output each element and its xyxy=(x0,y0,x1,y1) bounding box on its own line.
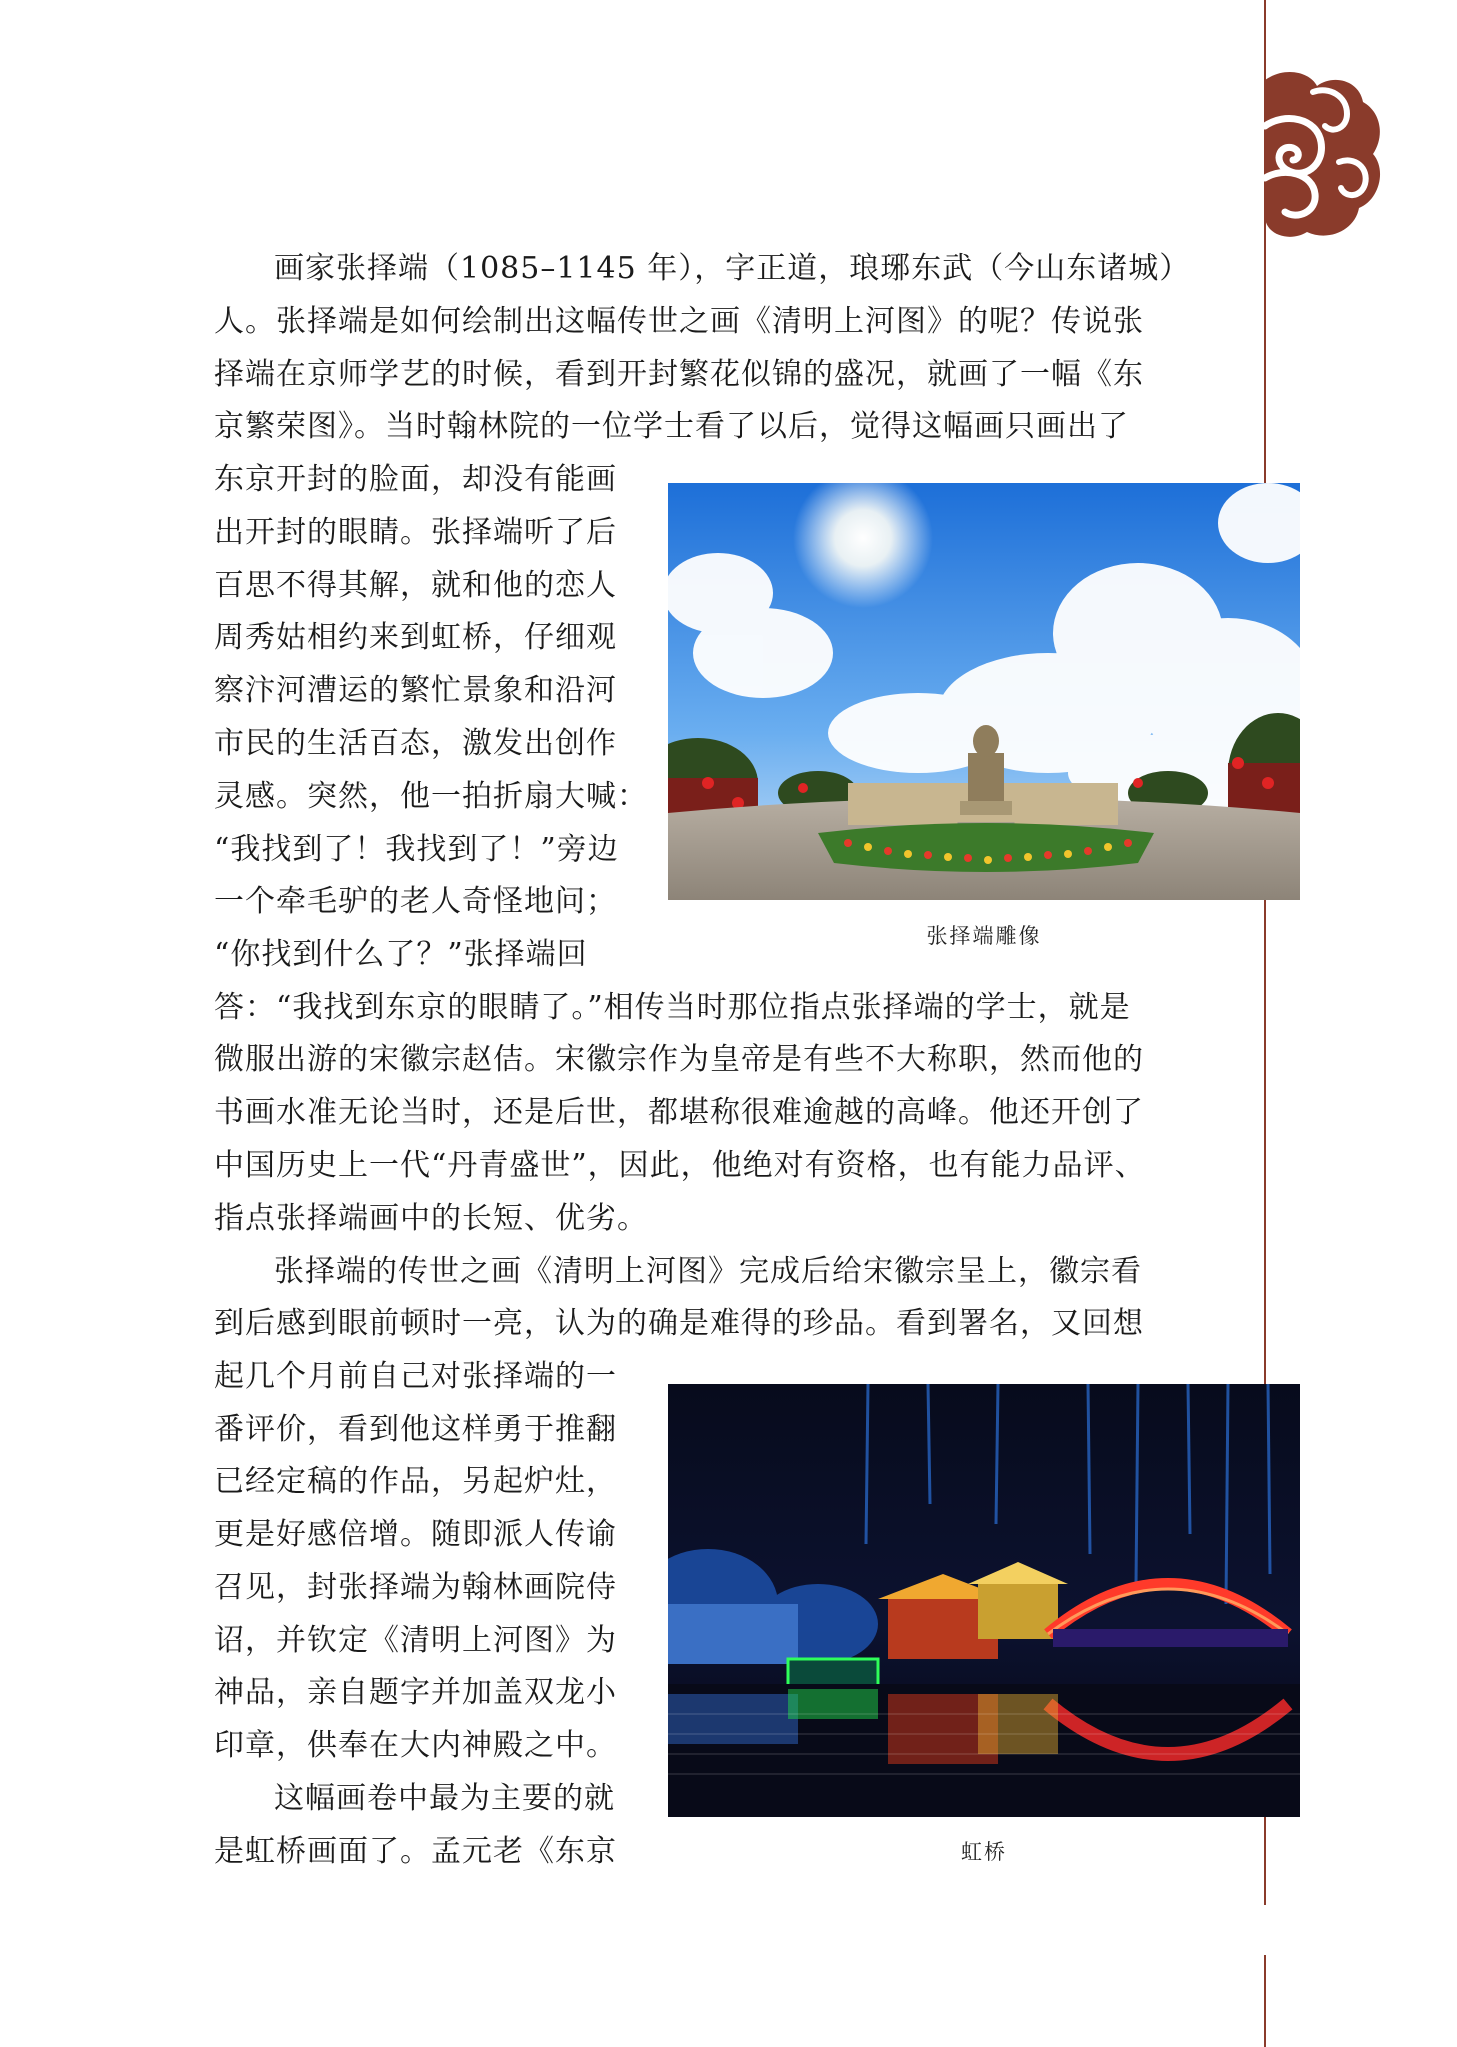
text-line: 答：“我找到东京的眼睛了。”相传当时那位指点张择端的学士，就是 xyxy=(214,990,1131,1025)
statue-photo xyxy=(668,483,1300,900)
text-line: 画家张择端（1085–1145 年），字正道，琅琊东武（今山东诸城） xyxy=(274,251,1191,286)
text-line: 张择端的传世之画《清明上河图》完成后给宋徽宗呈上，徽宗看 xyxy=(274,1254,1142,1289)
text-line: 是虹桥画面了。孟元老《东京 xyxy=(214,1834,617,1869)
text-line: 到后感到眼前顿时一亮，认为的确是难得的珍品。看到署名，又回想 xyxy=(214,1306,1144,1341)
text-line: 已经定稿的作品，另起炉灶， xyxy=(214,1464,617,1499)
text-line: 出开封的眼睛。张择端听了后 xyxy=(214,515,617,550)
text-line: 指点张择端画中的长短、优劣。 xyxy=(214,1201,648,1236)
text-line: 微服出游的宋徽宗赵佶。宋徽宗作为皇帝是有些不大称职，然而他的 xyxy=(214,1042,1144,1077)
text-line: 市民的生活百态，激发出创作 xyxy=(214,726,617,761)
text-line: 择端在京师学艺的时候，看到开封繁花似锦的盛况，就画了一幅《东 xyxy=(214,357,1144,392)
statue-caption: 张择端雕像 xyxy=(926,924,1042,948)
text-line: 更是好感倍增。随即派人传谕 xyxy=(214,1517,617,1552)
text-line: 一个牵毛驴的老人奇怪地问； xyxy=(214,884,617,919)
cloud-scroll-emblem-icon xyxy=(1255,66,1385,242)
text-line: 番评价，看到他这样勇于推翻 xyxy=(214,1412,617,1447)
text-line: 诏，并钦定《清明上河图》为 xyxy=(214,1623,617,1658)
text-line: 百思不得其解，就和他的恋人 xyxy=(214,568,617,603)
text-line: 人。张择端是如何绘制出这幅传世之画《清明上河图》的呢？传说张 xyxy=(214,304,1144,339)
text-line: 察汴河漕运的繁忙景象和沿河 xyxy=(214,673,617,708)
margin-rule-bottom xyxy=(1264,1955,1266,2047)
bridge-caption: 虹桥 xyxy=(961,1840,1007,1864)
text-line: 召见，封张择端为翰林画院侍 xyxy=(214,1570,617,1605)
text-line: 起几个月前自己对张择端的一 xyxy=(214,1359,617,1394)
text-line: 书画水准无论当时，还是后世，都堪称很难逾越的高峰。他还开创了 xyxy=(214,1095,1144,1130)
text-line: 这幅画卷中最为主要的就 xyxy=(274,1781,615,1816)
text-line: 灵感。突然，他一拍折扇大喊： xyxy=(214,779,648,814)
text-line: 周秀姑相约来到虹桥，仔细观 xyxy=(214,620,617,655)
text-line: “你找到什么了？”张择端回 xyxy=(214,937,588,972)
text-line: 中国历史上一代“丹青盛世”，因此，他绝对有资格，也有能力品评、 xyxy=(214,1148,1146,1183)
text-line: 东京开封的脸面，却没有能画 xyxy=(214,462,617,497)
bridge-photo xyxy=(668,1384,1300,1817)
text-line: 神品，亲自题字并加盖双龙小 xyxy=(214,1675,617,1710)
text-line: “我找到了！我找到了！”旁边 xyxy=(214,832,619,867)
text-line: 印章，供奉在大内神殿之中。 xyxy=(214,1728,617,1763)
text-line: 京繁荣图》。当时翰林院的一位学士看了以后，觉得这幅画只画出了 xyxy=(214,409,1129,444)
